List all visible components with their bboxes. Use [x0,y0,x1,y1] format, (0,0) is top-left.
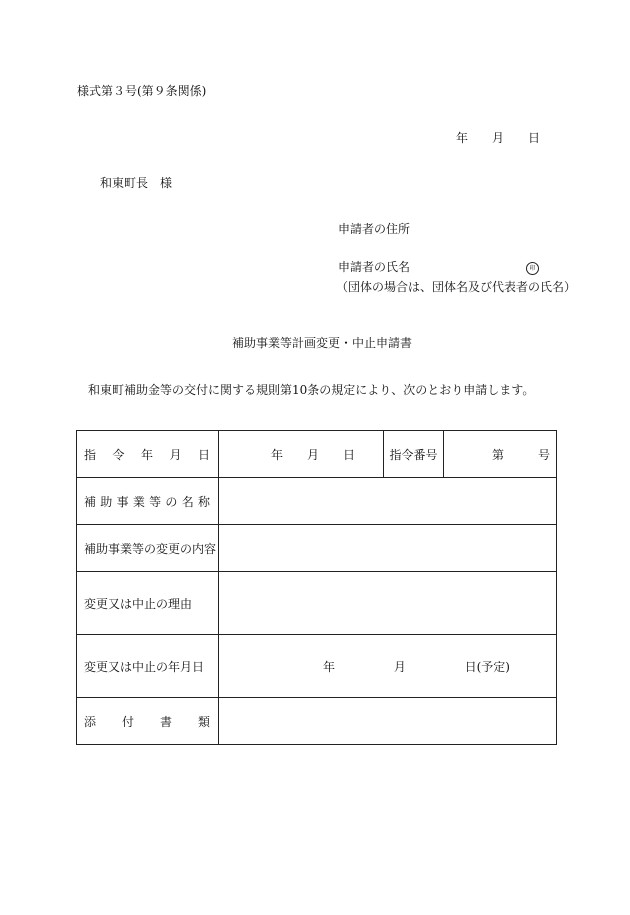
change-date-field[interactable]: 年 月 日(予定) [219,635,557,698]
table-row-reason [77,572,557,635]
table-row-change-content [77,525,557,572]
project-name-field[interactable] [219,478,557,525]
order-number-label: 指令番号 [384,431,444,478]
date-year-label: 年 [456,131,469,145]
table-row-order-date [77,431,557,478]
reason-field[interactable] [219,572,557,635]
attachments-field[interactable] [219,698,557,745]
date-month-label: 月 [492,131,505,145]
table-row-change-date [77,635,557,698]
attachments-label: 添 付 書 類 [77,698,219,745]
change-content-field[interactable] [219,525,557,572]
intro-text: 和東町補助金等の交付に関する規則第10条の規定により、次のとおり申請します。 [88,383,535,397]
date-day-label: 日 [528,131,541,145]
applicant-note: （団体の場合は、団体名及び代表者の氏名） [336,280,577,294]
applicant-name-label: 申請者の氏名 [338,260,411,274]
form-number: 様式第３号(第９条関係) [77,84,207,98]
table-row-attachments [77,698,557,745]
document-title: 補助事業等計画変更・中止申請書 [232,336,413,350]
project-name-label: 補 助 事 業 等 の 名 称 [77,478,219,525]
application-table [76,430,557,745]
order-date-label: 指 令 年 月 日 [77,431,219,478]
reason-label: 変更又は中止の理由 [77,572,219,635]
change-date-label: 変更又は中止の年月日 [77,635,219,698]
addressee: 和東町長 様 [100,176,173,190]
table-row-project-name [77,478,557,525]
applicant-address-label: 申請者の住所 [338,222,411,236]
seal-mark: 印 [526,262,539,275]
order-date-field[interactable]: 年 月 日 [219,431,384,478]
submission-date [456,132,540,144]
change-content-label: 補助事業等の変更の内容 [77,525,219,572]
order-number-field[interactable]: 第 号 [444,431,557,478]
